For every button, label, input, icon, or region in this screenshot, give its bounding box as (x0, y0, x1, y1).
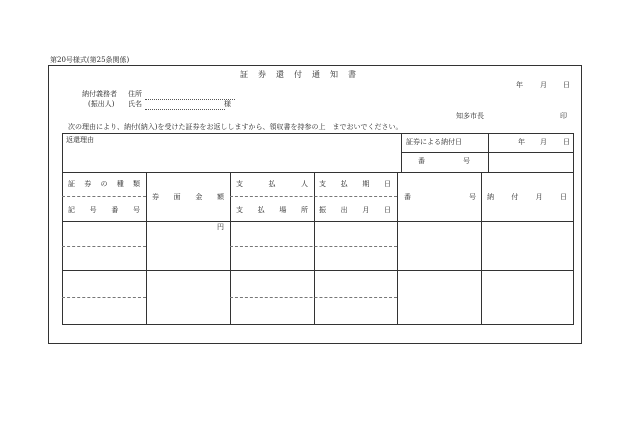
right-box-vdivider (488, 133, 489, 172)
header-bottom-rule (62, 221, 574, 222)
row-divider (62, 270, 574, 271)
payer-label: 納付義務者 (82, 90, 117, 98)
honorific: 様 (224, 100, 231, 108)
receipt-year: 年 (518, 138, 525, 146)
col-divider-3 (314, 172, 315, 325)
header-pay-date: 支 払 期 日 (319, 180, 391, 188)
col-divider-2 (230, 172, 231, 325)
notice-text: 次の理由により、納付(納入)を受けた証券をお返ししますから、領収書を持参の上 までおいでください。 (68, 123, 403, 131)
yen-mark: 円 (217, 223, 224, 231)
row1-dash-2 (230, 246, 397, 247)
issuer-label: (振出人) (88, 100, 115, 108)
receipt-day: 日 (563, 138, 570, 146)
header-paid-date: 納 付 月 日 (487, 193, 567, 201)
row2-dash-1 (62, 297, 146, 298)
reason-label: 返還理由 (66, 136, 94, 144)
mayor-title: 知多市長 (456, 112, 484, 120)
seal-mark: 印 (560, 112, 567, 120)
header-top-rule (62, 172, 574, 173)
date-day: 日 (563, 81, 570, 89)
header-pay-place: 支 払 場 所 (236, 206, 308, 214)
header-number: 番 号 (404, 193, 476, 201)
header-dash-1 (62, 196, 146, 197)
name-label: 氏名 (128, 100, 142, 108)
row2-dash-2 (230, 297, 397, 298)
header-dash-2 (230, 196, 397, 197)
receipt-date-label: 証券による納付日 (406, 138, 462, 146)
address-label: 住所 (128, 90, 142, 98)
header-issue-date: 振 出 月 日 (319, 206, 391, 214)
receipt-month: 月 (540, 138, 547, 146)
receipt-number-label: 番 号 (418, 157, 472, 165)
row1-dash-1 (62, 246, 146, 247)
header-kind: 証 券 の 種 類 (68, 180, 140, 188)
header-payer: 支 払 人 (236, 180, 308, 188)
col-divider-1 (146, 172, 147, 325)
document-title: 証 券 還 付 通 知 書 (240, 70, 357, 79)
date-year: 年 (516, 81, 523, 89)
col-divider-5 (481, 172, 482, 325)
date-month: 月 (540, 81, 547, 89)
col-divider-4 (397, 172, 398, 325)
header-face-value: 券 面 金 額 (152, 193, 224, 201)
header-code: 記 号 番 号 (68, 206, 140, 214)
form-number: 第20号様式(第25条関係) (50, 56, 130, 64)
